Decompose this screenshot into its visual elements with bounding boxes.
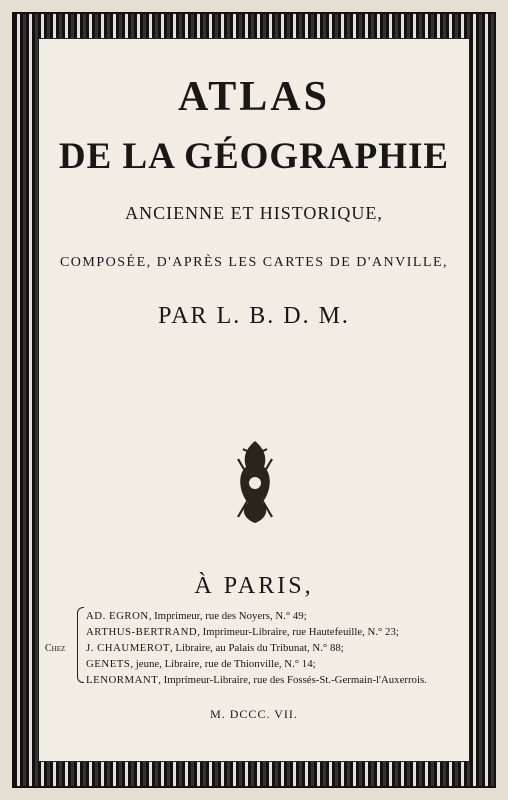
publisher-line: LENORMANT, Imprimeur-Libraire, rue des Fossés-St.-Germain-l'Auxerrois. bbox=[86, 674, 427, 686]
publication-place: À PARIS, bbox=[194, 573, 314, 599]
publication-date: M. DCCC. VII. bbox=[210, 707, 298, 721]
main-title-line-2: DE LA GÉOGRAPHIE bbox=[58, 136, 450, 177]
author-line: PAR L. B. D. M. bbox=[158, 303, 350, 329]
chez-label: Chez bbox=[45, 643, 66, 654]
title-frame bbox=[38, 38, 470, 762]
composition-line: COMPOSÉE, D'APRÈS LES CARTES DE D'ANVILLE, bbox=[59, 255, 449, 270]
publisher-line: AD. EGRON, Imprimeur, rue des Noyers, N.° 49; bbox=[86, 610, 307, 622]
publisher-line: J. CHAUMEROT, Libraire, au Palais du Tribunat, N.° 88; bbox=[86, 642, 344, 654]
main-title-line-1: ATLAS bbox=[178, 74, 330, 120]
trophy-emblem-icon bbox=[230, 439, 280, 525]
publisher-line: ARTHUS-BERTRAND, Imprimeur-Libraire, rue Hautefeuille, N.° 23; bbox=[86, 626, 399, 638]
subtitle: ANCIENNE ET HISTORIQUE, bbox=[125, 203, 383, 223]
publisher-brace bbox=[77, 607, 84, 683]
publisher-line: GENETS, jeune, Libraire, rue de Thionville, N.° 14; bbox=[86, 658, 316, 670]
